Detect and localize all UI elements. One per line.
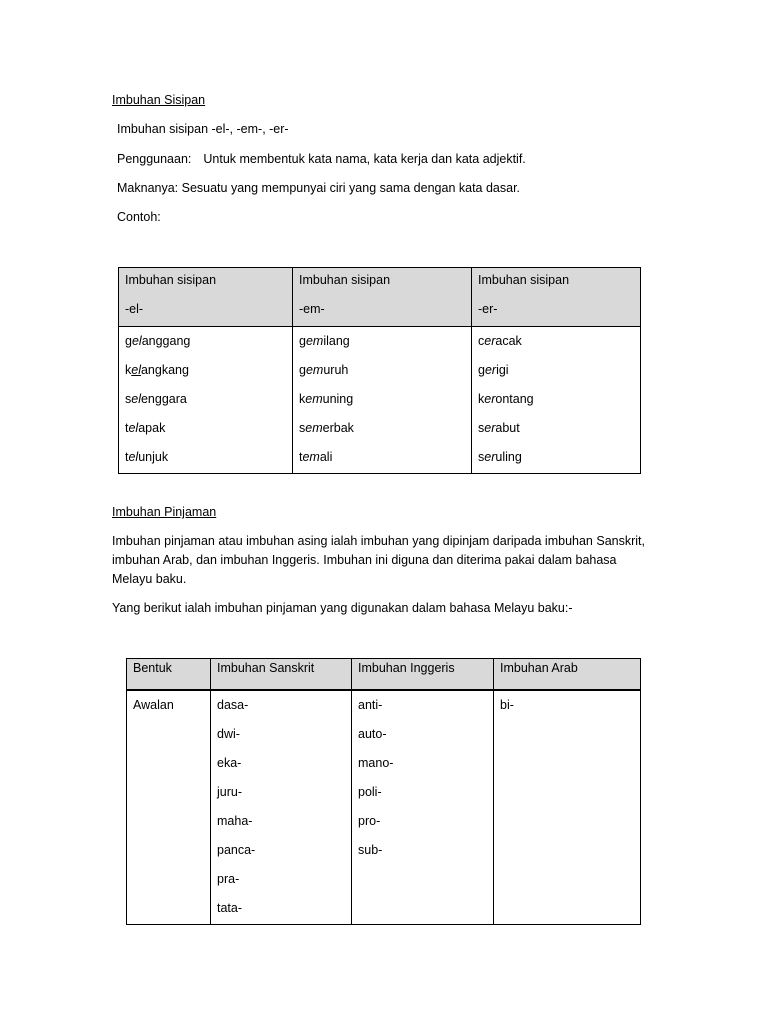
- sisipan-word: telapak: [125, 421, 166, 435]
- inggeris-affix: pro-: [358, 814, 381, 828]
- infix: er: [484, 363, 497, 377]
- table-header-row: [127, 659, 641, 691]
- sisipan-word: gerigi: [478, 363, 509, 377]
- table-header-cell: Imbuhan Arab: [494, 659, 641, 691]
- word-cell-em: [293, 327, 472, 474]
- infix: er: [484, 392, 496, 406]
- sanskrit-affix: dwi-: [217, 727, 240, 741]
- table-header-cell: Imbuhan sisipan -er-: [472, 268, 641, 327]
- infix: em: [302, 450, 320, 464]
- usage-label: Penggunaan:: [117, 152, 192, 166]
- infix: em: [305, 334, 324, 348]
- inggeris-cell: [352, 690, 494, 925]
- sanskrit-cell: [211, 690, 352, 925]
- subtitle-sisipan: Imbuhan sisipan -el-, -em-, -er-: [117, 122, 289, 136]
- sisipan-word: gelanggang: [125, 334, 191, 348]
- sanskrit-affix: juru-: [217, 785, 243, 799]
- inggeris-affix: poli-: [358, 785, 382, 799]
- infix: em: [305, 421, 323, 435]
- sisipan-word: kelangkang: [125, 363, 189, 377]
- table-row: [127, 690, 641, 925]
- pinjaman-intro: Yang berikut ialah imbuhan pinjaman yang digunakan dalam bahasa Melayu baku:-: [112, 601, 573, 615]
- sanskrit-affix: maha-: [217, 814, 253, 828]
- bentuk-cell: [127, 690, 211, 925]
- infix: el: [131, 334, 142, 348]
- word-cell-el: [119, 327, 293, 474]
- infix: er: [484, 421, 496, 435]
- example-label: Contoh:: [117, 210, 161, 224]
- sisipan-word: semerbak: [299, 421, 354, 435]
- bentuk-value: Awalan: [133, 698, 174, 712]
- sisipan-table: [118, 267, 641, 474]
- inggeris-affix: auto-: [358, 727, 387, 741]
- sanskrit-affix: tata-: [217, 901, 243, 915]
- infix: em: [305, 392, 323, 406]
- sanskrit-affix: panca-: [217, 843, 256, 857]
- inggeris-affix: mano-: [358, 756, 394, 770]
- table-row: [119, 327, 641, 474]
- usage-line: [117, 152, 526, 166]
- sisipan-word: telunjuk: [125, 450, 169, 464]
- section-heading-sisipan: Imbuhan Sisipan: [112, 93, 206, 107]
- inggeris-affix: sub-: [358, 843, 383, 857]
- table-header-row: [119, 268, 641, 327]
- sisipan-word: seruling: [478, 450, 522, 464]
- pinjaman-table: [126, 658, 641, 925]
- sisipan-word: kerontang: [478, 392, 534, 406]
- inggeris-affix: anti-: [358, 698, 383, 712]
- sisipan-word: temali: [299, 450, 333, 464]
- sisipan-word: gemuruh: [299, 363, 349, 377]
- sisipan-word: ceracak: [478, 334, 522, 348]
- arab-cell: [494, 690, 641, 925]
- sisipan-word: kemuning: [299, 392, 354, 406]
- infix: el: [128, 450, 139, 464]
- usage-text: Untuk membentuk kata nama, kata kerja dan kata adjektif.: [203, 152, 526, 166]
- sisipan-word: serabut: [478, 421, 520, 435]
- infix: er: [484, 450, 496, 464]
- table-header-cell: Imbuhan Sanskrit: [211, 659, 352, 691]
- infix: el: [128, 421, 139, 435]
- infix: el: [131, 363, 141, 377]
- infix: er: [484, 334, 496, 348]
- infix: em: [305, 363, 324, 377]
- meaning-text: Maknanya: Sesuatu yang mempunyai ciri yang sama dengan kata dasar.: [117, 181, 521, 195]
- sanskrit-affix: pra-: [217, 872, 240, 886]
- table-header-cell: Imbuhan Inggeris: [352, 659, 494, 691]
- table-header-cell: Imbuhan sisipan -em-: [293, 268, 472, 327]
- section-heading-pinjaman: Imbuhan Pinjaman: [112, 505, 217, 519]
- table-header-cell: Imbuhan sisipan -el-: [119, 268, 293, 327]
- infix: el: [131, 392, 141, 406]
- pinjaman-paragraph: Imbuhan pinjaman atau imbuhan asing ialah imbuhan yang dipinjam daripada imbuhan Sanskrit, imbuhan Arab, dan imbuhan Inggeris. Imbuhan ini diguna dan diterima pakai dalam bahasa Melayu baku.: [112, 534, 645, 586]
- table-header-cell: Bentuk: [127, 659, 211, 691]
- sisipan-word: gemilang: [299, 334, 350, 348]
- sanskrit-affix: dasa-: [217, 698, 249, 712]
- arab-affix: bi-: [500, 698, 514, 712]
- sanskrit-affix: eka-: [217, 756, 242, 770]
- word-cell-er: [472, 327, 641, 474]
- sisipan-word: selenggara: [125, 392, 187, 406]
